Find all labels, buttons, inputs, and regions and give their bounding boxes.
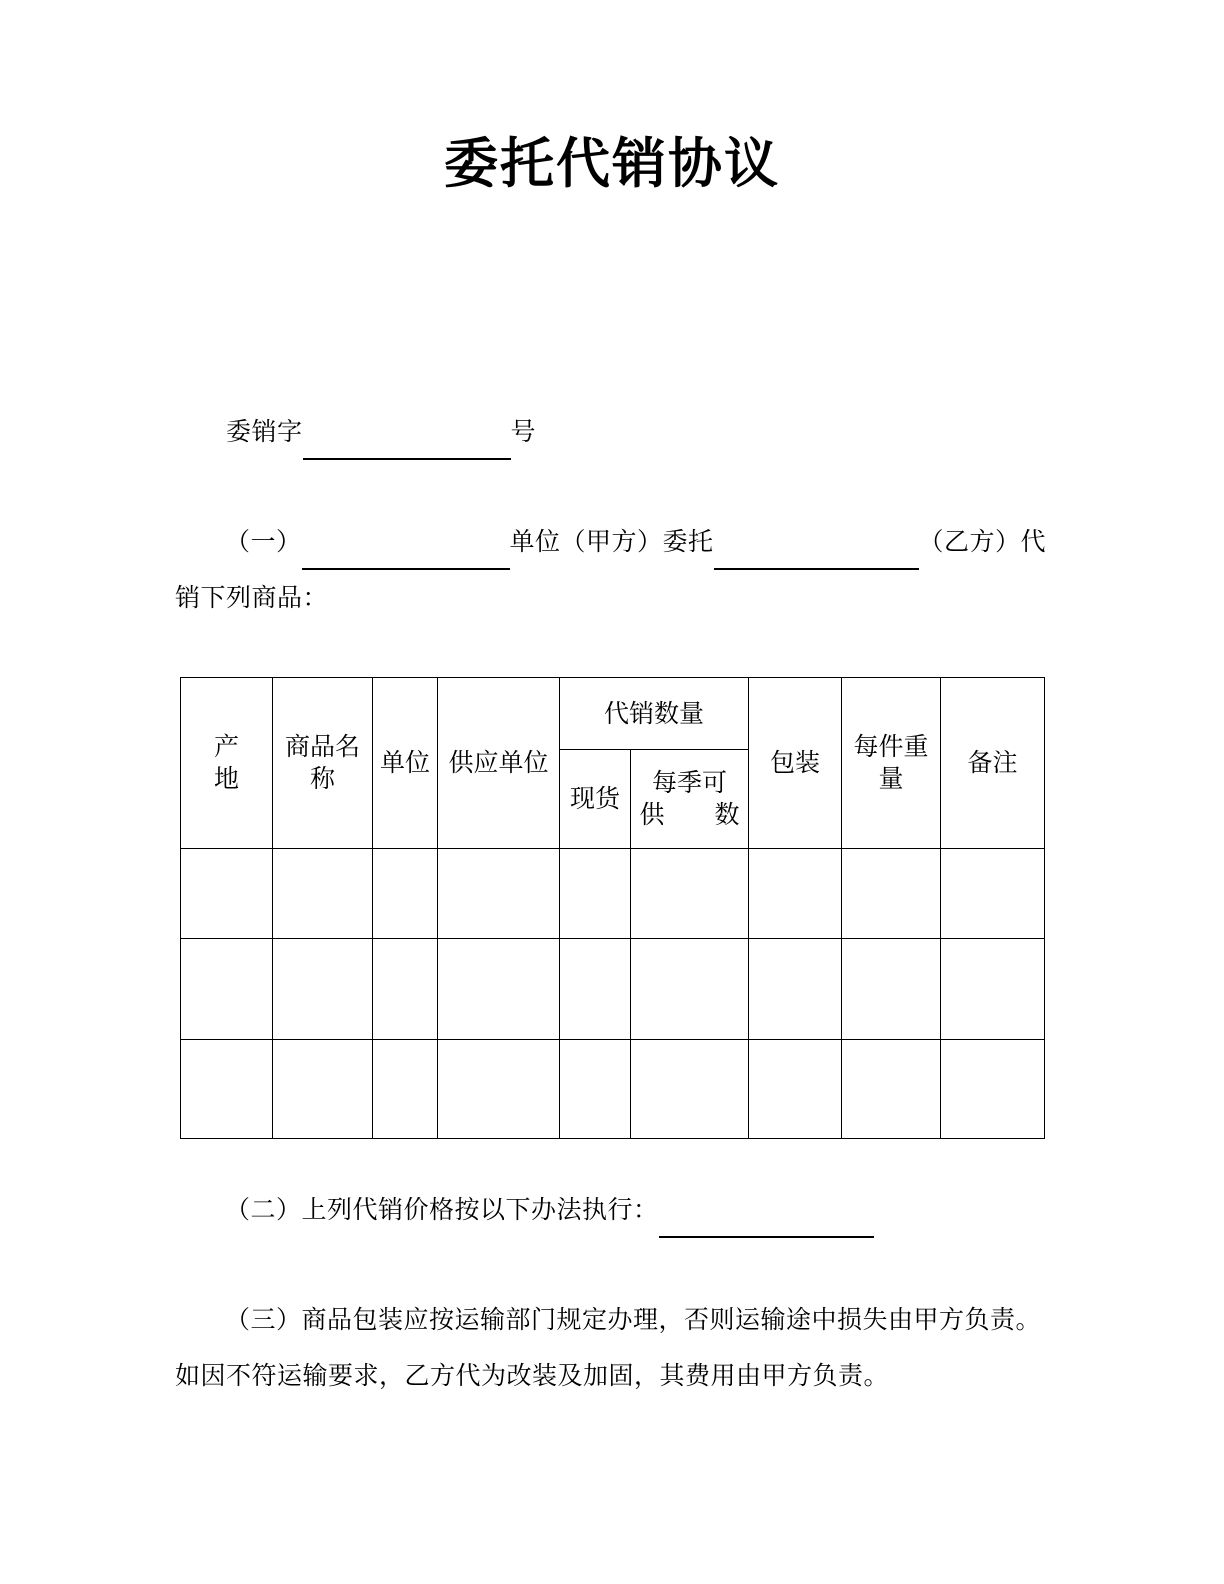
cell-seasonal-supply[interactable] <box>631 849 749 939</box>
cell-origin[interactable] <box>181 1040 273 1139</box>
cell-remarks[interactable] <box>941 939 1045 1040</box>
header-product-name: 商品名称 <box>273 678 373 849</box>
clause-one-segment-1: 单位（甲方）委托 <box>509 527 714 556</box>
clause-one-segment-2: （乙方）代销下列商品： <box>175 527 1047 612</box>
cell-product-name[interactable] <box>273 849 373 939</box>
clause-two-blank[interactable] <box>659 1212 874 1238</box>
cell-seasonal-supply[interactable] <box>631 1040 749 1139</box>
header-consign-quantity-group: 代销数量 <box>560 678 749 750</box>
clause-one-party-b-blank[interactable] <box>714 544 919 570</box>
header-packaging: 包装 <box>749 678 842 849</box>
header-seasonal-supply-line2: 供 数 <box>639 800 740 829</box>
document-number-line <box>226 404 536 460</box>
clause-three-marker: （三） <box>225 1305 302 1334</box>
cell-supply-unit[interactable] <box>438 939 560 1040</box>
header-supply-unit: 供应单位 <box>438 678 560 849</box>
cell-unit[interactable] <box>373 1040 438 1139</box>
cell-weight[interactable] <box>842 849 941 939</box>
cell-unit[interactable] <box>373 939 438 1040</box>
header-unit: 单位 <box>373 678 438 849</box>
cell-remarks[interactable] <box>941 849 1045 939</box>
table-row <box>181 939 1045 1040</box>
table-header-row-1 <box>181 678 1045 750</box>
page-title: 委托代销协议 <box>444 132 780 195</box>
cell-packaging[interactable] <box>749 1040 842 1139</box>
clause-two <box>175 1182 1055 1238</box>
cell-origin[interactable] <box>181 939 273 1040</box>
cell-packaging[interactable] <box>749 849 842 939</box>
cell-weight[interactable] <box>842 1040 941 1139</box>
header-seasonal-supply-line1: 每季可 <box>652 768 728 797</box>
cell-seasonal-supply[interactable] <box>631 939 749 1040</box>
header-spot-stock: 现货 <box>560 750 631 849</box>
document-number-suffix: 号 <box>510 417 537 446</box>
cell-product-name[interactable] <box>273 1040 373 1139</box>
document-number-blank[interactable] <box>303 434 511 460</box>
document-number-prefix: 委销字 <box>226 417 303 446</box>
header-origin: 产 地 <box>181 678 273 849</box>
cell-spot-stock[interactable] <box>560 1040 631 1139</box>
header-weight-per-piece: 每件重量 <box>842 678 941 849</box>
table-row <box>181 849 1045 939</box>
cell-packaging[interactable] <box>749 939 842 1040</box>
cell-spot-stock[interactable] <box>560 849 631 939</box>
clause-two-text: 上列代销价格按以下办法执行： <box>301 1195 659 1224</box>
table-row <box>181 1040 1045 1139</box>
clause-two-marker: （二） <box>225 1195 302 1224</box>
header-seasonal-supply <box>631 750 749 849</box>
cell-product-name[interactable] <box>273 939 373 1040</box>
cell-spot-stock[interactable] <box>560 939 631 1040</box>
consigned-goods-table <box>180 677 1045 1139</box>
clause-one-party-a-blank[interactable] <box>302 544 510 570</box>
cell-supply-unit[interactable] <box>438 849 560 939</box>
cell-remarks[interactable] <box>941 1040 1045 1139</box>
header-remarks: 备注 <box>941 678 1045 849</box>
clause-three-text: 商品包装应按运输部门规定办理，否则运输途中损失由甲方负责。如因不符运输要求，乙方代为改装及加固，其费用由甲方负责。 <box>175 1305 1042 1390</box>
cell-origin[interactable] <box>181 849 273 939</box>
cell-unit[interactable] <box>373 849 438 939</box>
clause-one-marker: （一） <box>225 527 302 556</box>
cell-supply-unit[interactable] <box>438 1040 560 1139</box>
cell-weight[interactable] <box>842 939 941 1040</box>
clause-three <box>175 1292 1057 1404</box>
clause-one <box>175 514 1055 626</box>
